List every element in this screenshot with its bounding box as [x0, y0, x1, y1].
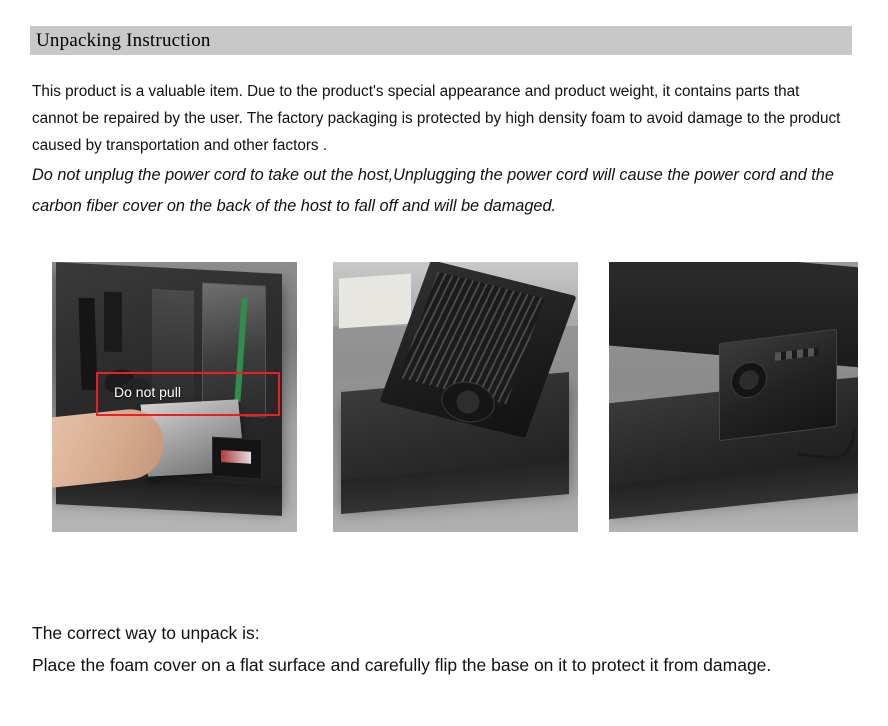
- footer-text: [32, 617, 852, 681]
- annotation-label: Do not pull: [114, 384, 181, 400]
- figure-row: [52, 262, 842, 532]
- foam-slot: [78, 298, 97, 390]
- intro-paragraph: This product is a valuable item. Due to the product's special appearance and product weight, it contains parts that cannot be repaired by the user. The factory packaging is protected by high density foam to avoid damage to the product caused by transportation and other factors .: [32, 83, 841, 155]
- page-title: Unpacking Instruction: [36, 30, 211, 51]
- figure-host-on-foam-base: [609, 262, 858, 532]
- footer-heading: The correct way to unpack is:: [32, 623, 260, 643]
- paper-sheet: [339, 273, 411, 328]
- warning-paragraph: Do not unplug the power cord to take out the host,Unplugging the power cord will cause the power cord and the carbon fiber cover on the back of the host to fall off and will be damaged.: [32, 166, 834, 216]
- figure-host-tilted-on-foam: [333, 262, 578, 532]
- foam-slot: [104, 292, 122, 353]
- footer-body: Place the foam cover on a flat surface and carefully flip the base on it to protect it from damage.: [32, 655, 772, 675]
- figure-hand-pulling-host: [52, 262, 297, 532]
- small-accessory-box: [212, 437, 262, 480]
